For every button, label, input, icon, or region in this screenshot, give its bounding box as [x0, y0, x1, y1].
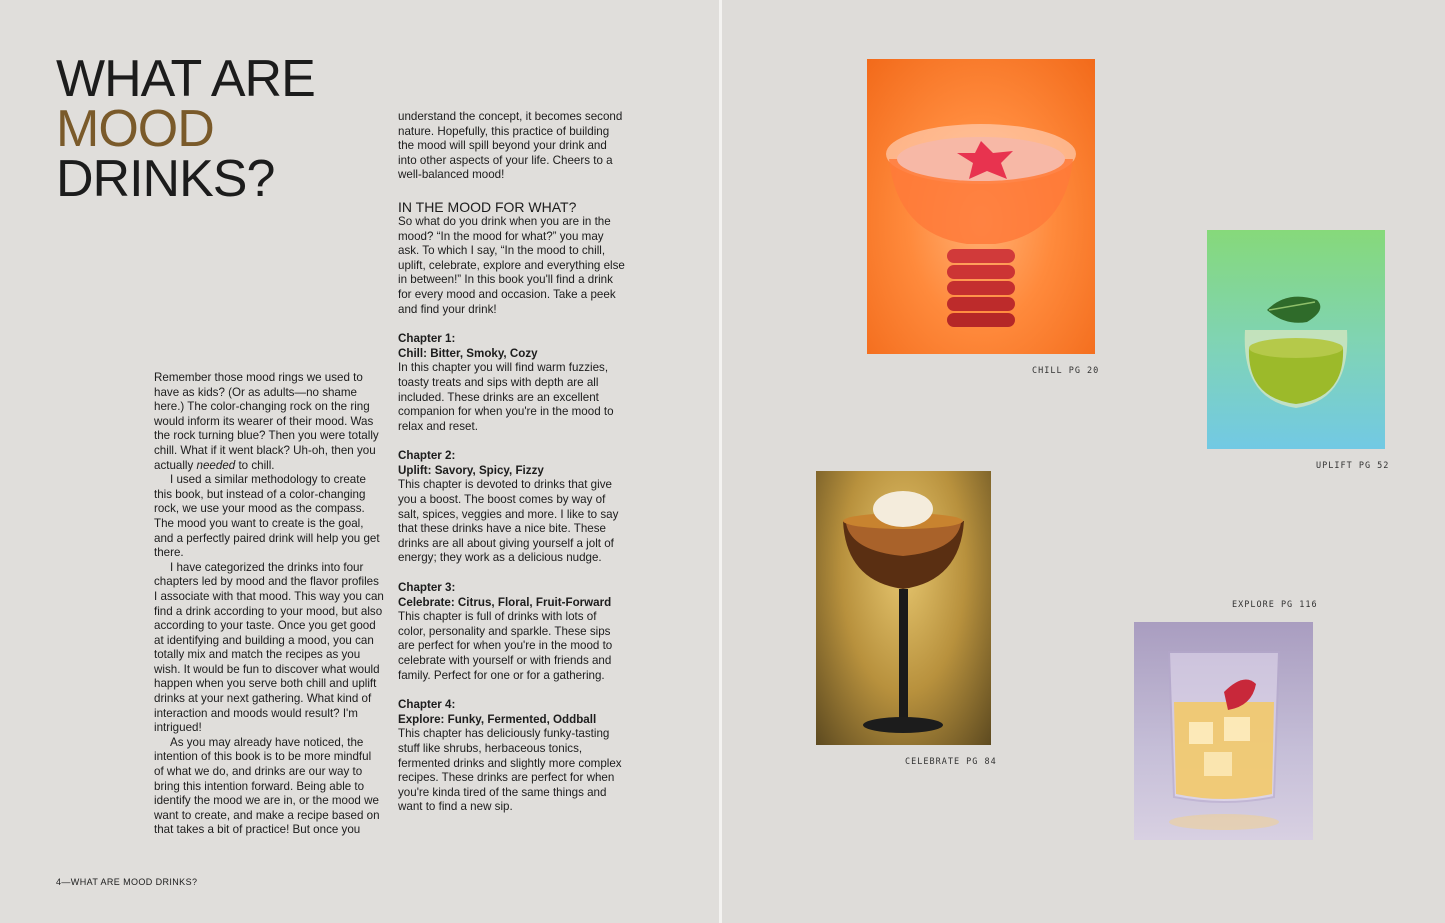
uplift-drink-photo [1207, 230, 1385, 449]
paragraph-in-the-mood: So what do you drink when you are in the mood? “In the mood for what?” you may ask. To which I say, “In the mood to chill, uplift, celebrate, explore and everything else in between!” In this book you'll find a drink for every mood and occasion. Take a peek and find your drink! [398, 214, 625, 316]
explore-drink-illustration [1134, 622, 1313, 840]
section-heading: IN THE MOOD FOR WHAT? [398, 198, 577, 215]
chapter-3 [398, 581, 626, 683]
paragraph-text: Remember those mood rings we used to have as kids? (Or as adults—no shame here.) The color-changing rock on the ring would inform its wearer of their mood. Was the rock turning blue? Then you were totally chill. What if it went black? Uh-oh, then you actually [154, 371, 379, 472]
chapter-description: This chapter has deliciously funky-tasting stuff like shrubs, herbaceous tonics, fermented drinks and slightly more complex recipes. These drinks are perfect for when you're kinda tired of the same things and want to find a new sip. [398, 727, 622, 814]
paragraph-text: to chill. [235, 458, 275, 472]
title-line-3: DRINKS? [56, 150, 275, 208]
body-column-2 [398, 110, 626, 815]
chapter-number: Chapter 3: [398, 581, 456, 595]
paragraph-intention: As you may already have noticed, the intention of this book is to be more mindful of what we do, and drinks are our way to bring this intention forward. Being able to identify the mood we are in, or the mood we want to create, and make a recipe based on that takes a bit of practice! But once you [154, 735, 380, 837]
left-page [0, 0, 719, 923]
chapter-name: Chill: Bitter, Smoky, Cozy [398, 346, 538, 360]
chill-drink-photo [867, 59, 1095, 354]
paragraph-chapters: I have categorized the drinks into four chapters led by mood and the flavor profiles I associate with that mood. This way you can find a drink according to your mood, but also according to your taste. Once you get good at identifying and building a mood, you can totally mix and match the recipes as you wish. It would be fun to discover what would happen when you serve both chill and uplift drinks at your next gathering. What kind of interaction and moods would result? I'm intrigued! [154, 560, 384, 735]
chill-drink-illustration [867, 59, 1095, 354]
page-folio: 4—WHAT ARE MOOD DRINKS? [56, 877, 198, 887]
celebrate-drink-illustration [816, 471, 991, 745]
chapter-2 [398, 449, 626, 566]
caption-explore: EXPLORE PG 116 [1232, 600, 1318, 610]
title-line-1: WHAT ARE [56, 50, 315, 108]
chapter-description: This chapter is devoted to drinks that give you a boost. The boost comes by way of salt, spices, veggies and more. I like to say that these drinks have a nice bite. These drinks are all about giving yourself a jolt of energy; they work as a delicious nudge. [398, 478, 619, 565]
page-title [56, 50, 315, 208]
body-column-1 [154, 371, 384, 838]
chapter-4 [398, 698, 626, 815]
explore-drink-photo [1134, 622, 1313, 840]
chapter-name: Explore: Funky, Fermented, Oddball [398, 712, 597, 726]
title-line-2: MOOD [56, 100, 214, 158]
caption-chill: CHILL PG 20 [1032, 366, 1100, 376]
chapter-1 [398, 332, 626, 434]
paragraph-mood-rings [154, 371, 384, 473]
paragraph-continued: understand the concept, it becomes second nature. Hopefully, this practice of building the mood will spill beyond your drink and into other aspects of your life. Cheers to a well-balanced mood! [398, 110, 623, 182]
uplift-drink-illustration [1207, 230, 1385, 449]
caption-celebrate: CELEBRATE PG 84 [905, 757, 997, 767]
caption-uplift: UPLIFT PG 52 [1316, 461, 1390, 471]
chapter-description: This chapter is full of drinks with lots of color, personality and sparkle. These sips are perfect for when you're in the mood to celebrate with yourself or with friends and family. Perfect for one or for a gathering. [398, 610, 613, 682]
chapter-name: Celebrate: Citrus, Floral, Fruit-Forward [398, 595, 612, 609]
chapter-number: Chapter 1: [398, 332, 456, 346]
emphasis-needed: needed [196, 458, 236, 472]
chapter-number: Chapter 2: [398, 449, 456, 463]
celebrate-drink-photo [816, 471, 991, 745]
chapter-description: In this chapter you will find warm fuzzies, toasty treats and sips with depth are all included. These drinks are an excellent companion for when you're in the mood to relax and reset. [398, 361, 614, 433]
chapter-number: Chapter 4: [398, 698, 456, 712]
paragraph-methodology: I used a similar methodology to create this book, but instead of a color-changing rock, we use your mood as the compass. The mood you want to create is the goal, and a perfectly paired drink will help you get there. [154, 473, 380, 560]
chapter-name: Uplift: Savory, Spicy, Fizzy [398, 463, 544, 477]
